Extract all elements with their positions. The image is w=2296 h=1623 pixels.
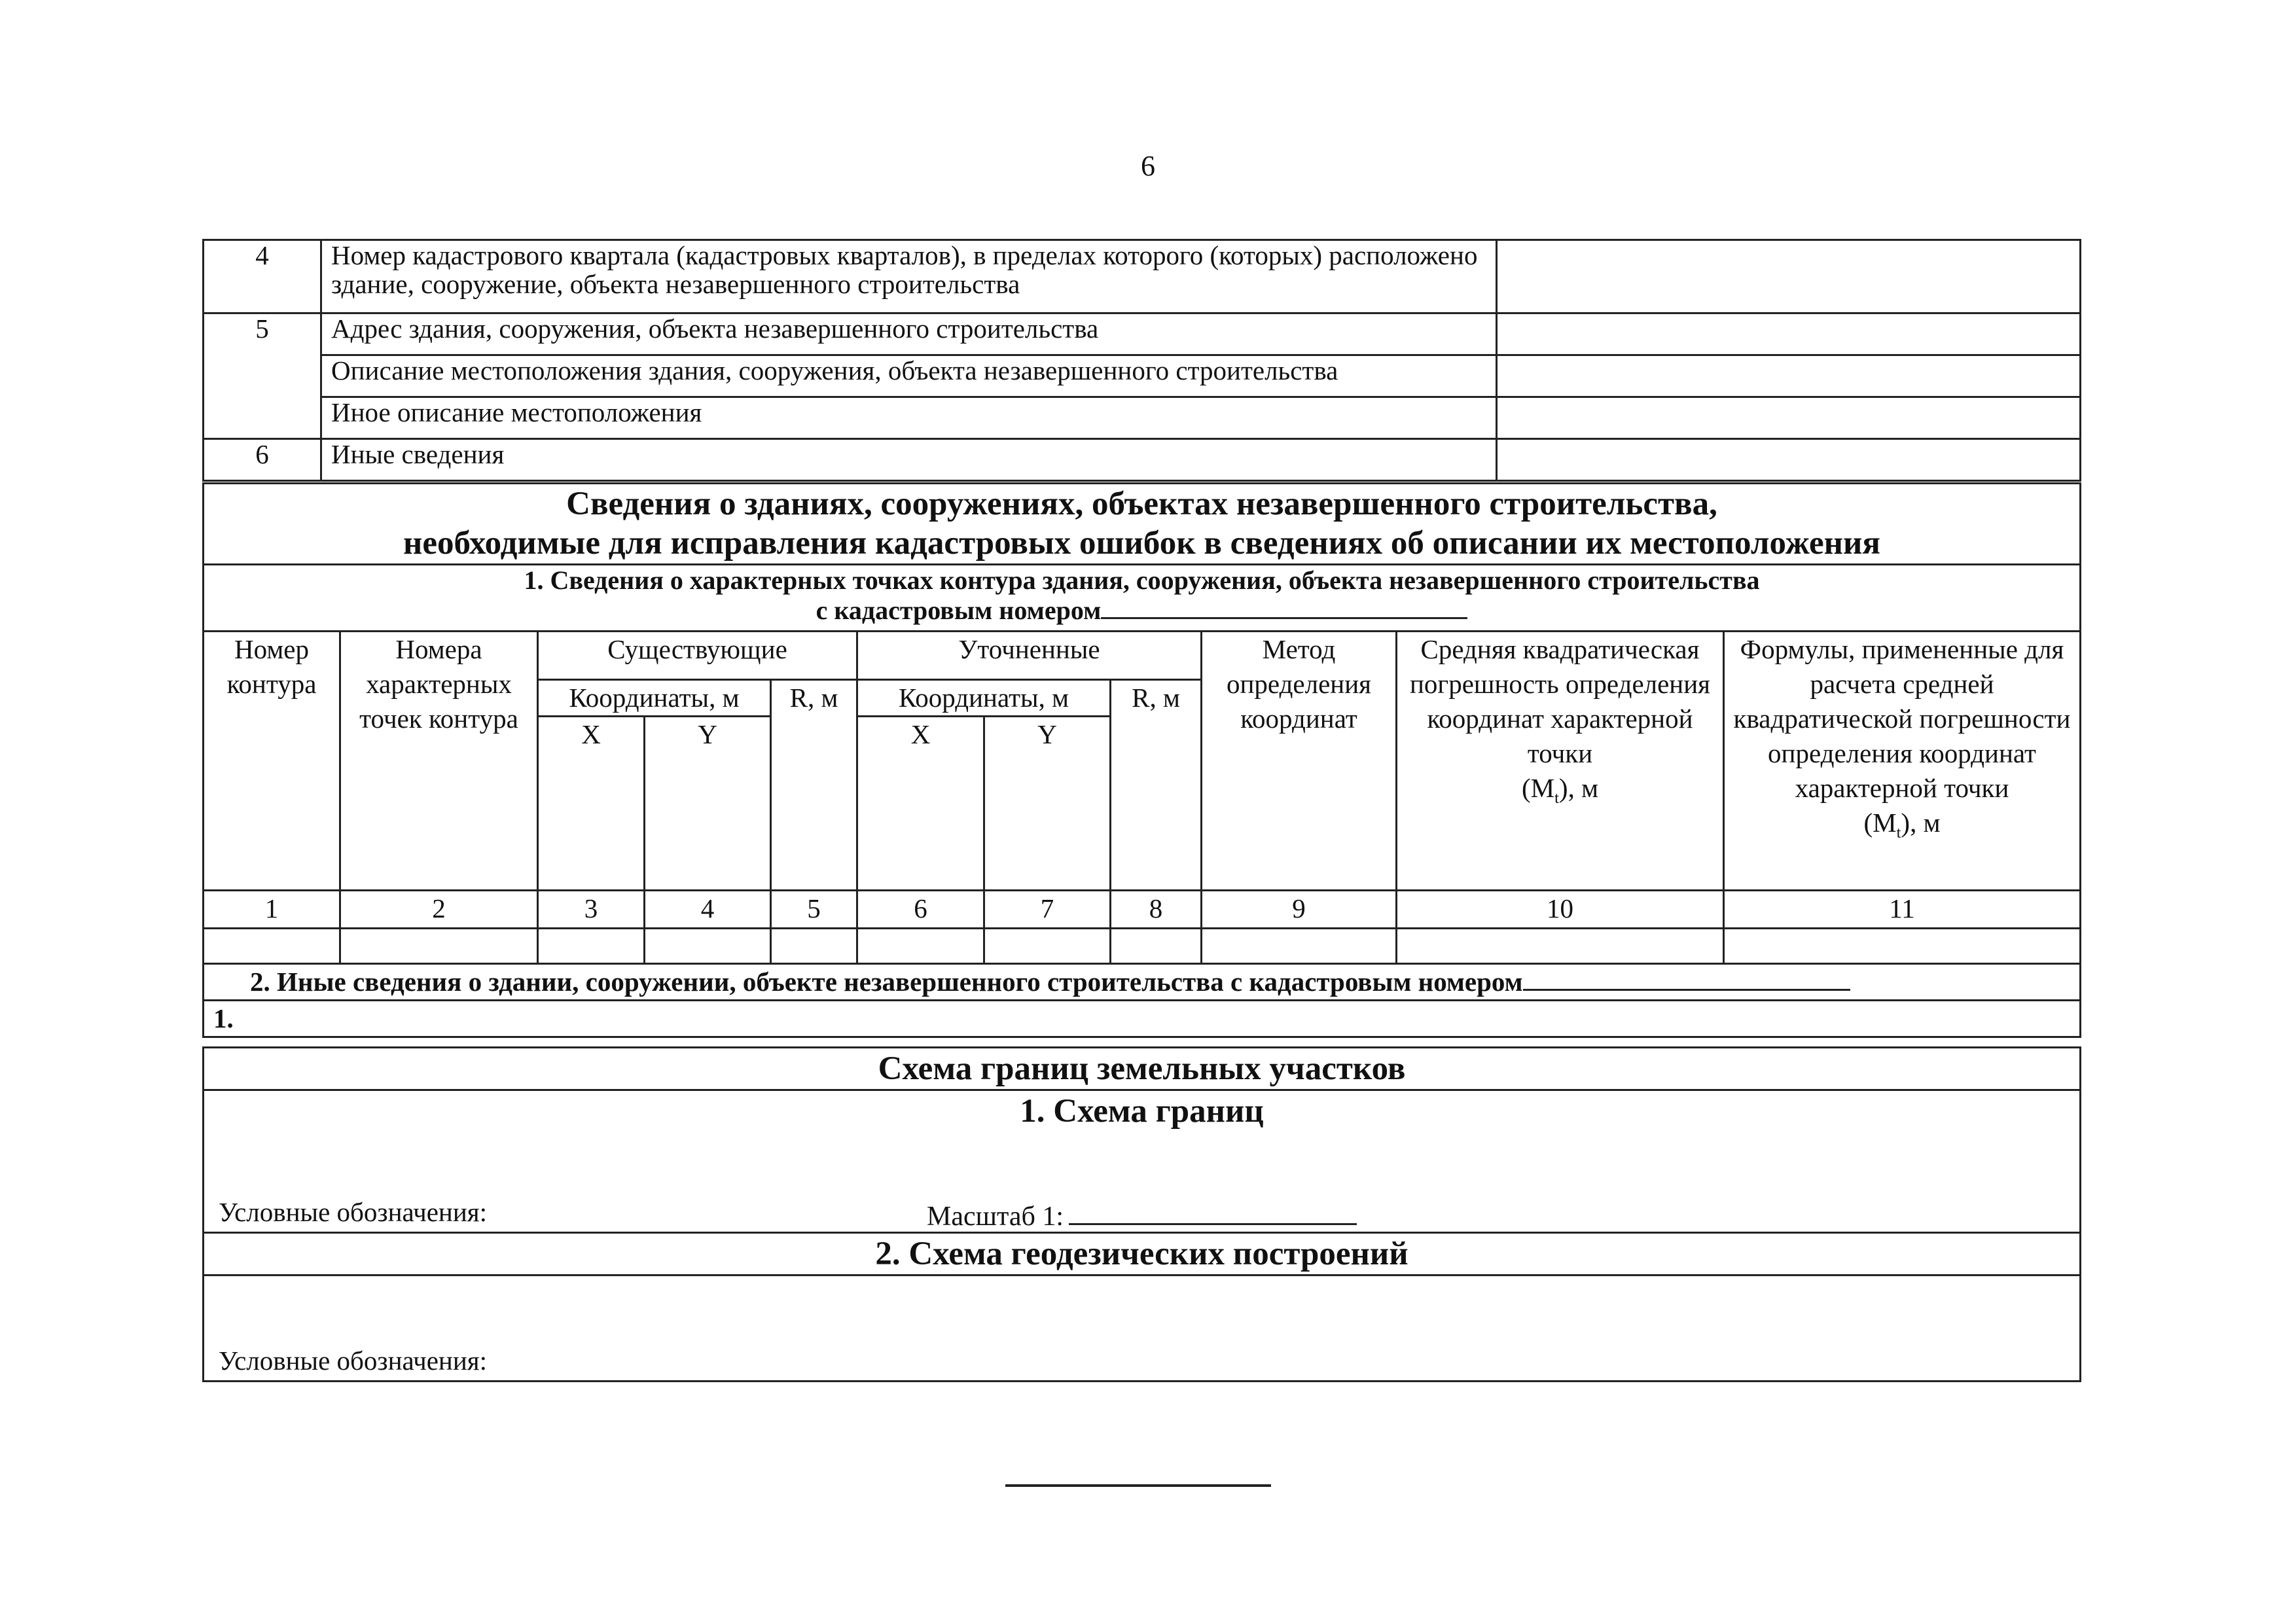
header-formulas: Формулы, примененные для расчета средней квадратической погрешности определения координат характерной точки $(M_t)$, м (1724, 632, 2081, 891)
location-table (202, 239, 2081, 482)
table-row (204, 313, 2081, 355)
cadastral-number-blank[interactable] (1101, 617, 1467, 619)
item-1: 1. (204, 1001, 2081, 1037)
page-number: 6 (1141, 150, 1155, 182)
scale-field: Масштаб 1: (204, 1201, 2079, 1232)
header-mse: Средняя квадратическая погрешность определения координат характерной точки $(M_t)$, м (1397, 632, 1724, 891)
row-number: 5 (204, 313, 321, 439)
subsection-2-heading: 2. Иные сведения о здании, сооружении, объекте незавершенного строительства с кадастровым номером (204, 964, 2081, 1001)
row-label: Номер кадастрового квартала (кадастровых кварталов), в пределах которого (которых) расположено здание, сооружение, объекта незавершенного строительства (321, 240, 1497, 313)
row-number: 4 (204, 240, 321, 313)
table-row (204, 439, 2081, 481)
row-label: Иное описание местоположения (321, 397, 1497, 439)
row-value-cell[interactable] (1497, 313, 2081, 355)
header-existing: Существующие (538, 632, 857, 680)
header-refined-x: X (857, 717, 984, 891)
row-number: 6 (204, 439, 321, 481)
row-label: Описание местоположения здания, сооружения, объекта незавершенного строительства (321, 355, 1497, 397)
row-value-cell[interactable] (1497, 439, 2081, 481)
header-existing-coords: Координаты, м (538, 680, 771, 717)
header-refined-coords: Координаты, м (857, 680, 1111, 717)
cadastral-number-blank-2[interactable] (1523, 989, 1850, 991)
header-refined: Уточненные (857, 632, 1202, 680)
header-existing-r: R, м (771, 680, 857, 891)
schema-title: Схема границ земельных участков (204, 1048, 2079, 1091)
schema-1-area[interactable] (204, 1091, 2079, 1234)
header-existing-y: Y (645, 717, 771, 891)
column-numbers-row: 1 2 3 4 5 6 7 8 9 10 11 (204, 891, 2081, 929)
row-value-cell[interactable] (1497, 355, 2081, 397)
table-row (204, 355, 2081, 397)
table-row (204, 929, 2081, 964)
legend-label-2: Условные обозначения: (219, 1346, 488, 1376)
legend-label: Условные обозначения: (219, 1197, 488, 1227)
row-value-cell[interactable] (1497, 397, 2081, 439)
table-row (204, 240, 2081, 313)
row-label: Иные сведения (321, 439, 1497, 481)
points-table (202, 482, 2081, 1038)
schema-2-title: 2. Схема геодезических построений (204, 1234, 2079, 1276)
table-row (204, 397, 2081, 439)
row-label: Адрес здания, сооружения, объекта незавершенного строительства (321, 313, 1497, 355)
header-refined-y: Y (984, 717, 1111, 891)
boundary-schema-block (202, 1046, 2081, 1382)
header-contour: Номер контура (204, 632, 340, 891)
scale-blank[interactable] (1069, 1204, 1357, 1225)
schema-1-title: 1. Схема границ (1020, 1093, 1264, 1130)
header-refined-r: R, м (1111, 680, 1202, 891)
section-heading: Сведения о зданиях, сооружениях, объектах незавершенного строительства, необходимые для исправления кадастровых ошибок в сведениях об описании их местоположения (204, 484, 2081, 565)
header-points: Номера характерных точек контура (340, 632, 538, 891)
row-value-cell[interactable] (1497, 240, 2081, 313)
header-existing-x: X (538, 717, 645, 891)
end-separator-line (1005, 1484, 1271, 1487)
header-method: Метод определения координат (1202, 632, 1397, 891)
subsection-1-heading: 1. Сведения о характерных точках контура здания, сооружения, объекта незавершенного строительства с кадастровым номером (204, 565, 2081, 632)
schema-2-area[interactable] (204, 1276, 2079, 1380)
